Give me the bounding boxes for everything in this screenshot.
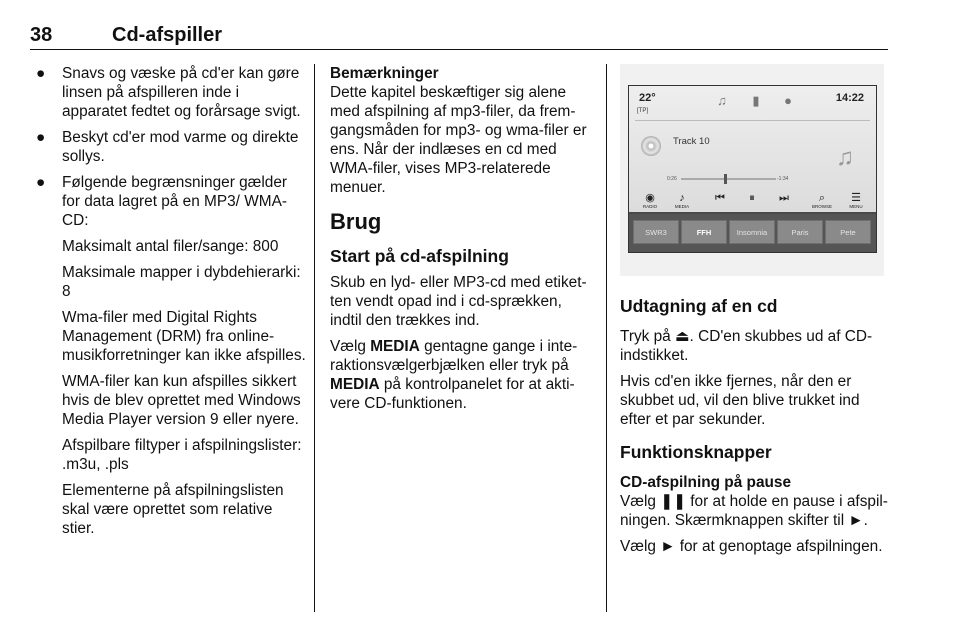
button-label: MEDIA	[674, 204, 690, 209]
menu-button	[843, 192, 869, 210]
screen-divider	[635, 120, 870, 121]
next-button	[771, 192, 797, 204]
eject-note-paragraph: Hvis cd'en ikke fjernes, når den er skubbet ud, vil den blive trukket ind efter et par sekunder.	[620, 373, 860, 428]
bullet-icon: ●	[36, 174, 46, 191]
limitation-item: WMA-filer kan kun afspilles sikkert hvis de blev oprettet med Windows Media Player version 9 eller nyere.	[62, 373, 301, 428]
interaction-selector-bar	[629, 190, 876, 212]
header-rule	[30, 49, 888, 50]
track-title: Track 10	[673, 136, 710, 147]
preset-button: SWR3	[633, 220, 679, 244]
progress-bar	[681, 178, 776, 180]
media-button	[669, 192, 695, 210]
album-art-icon: ♫	[836, 144, 854, 171]
temperature-readout: 22°	[639, 92, 656, 104]
limitation-item: Maksimale mapper i dybdehierarki: 8	[62, 264, 301, 300]
previous-button	[707, 192, 733, 204]
infotainment-screen	[628, 85, 877, 253]
radio-icon: ◉	[645, 192, 655, 204]
clock: 14:22	[835, 92, 864, 104]
bullet-icon: ●	[36, 129, 46, 146]
eject-heading: Udtagning af en cd	[620, 296, 778, 316]
limitation-item: Elementerne på afspilningslisten skal være oprettet som relative stier.	[62, 482, 284, 537]
resume-paragraph: Vælg ► for at genoptage afspilningen.	[620, 538, 883, 555]
note-text: Dette kapitel beskæftiger sig alene med afspilning af mp3-filer, da fremgangsmåden for mp3- og wma-filer er ens. Når der indlæses en cd med WMA-filer, vises MP3-relaterede menuer.	[330, 84, 587, 196]
pause-button	[739, 192, 765, 204]
page-number: 38	[30, 24, 53, 46]
elapsed-time: 0:26	[667, 176, 677, 182]
text-run: Vælg	[330, 338, 371, 355]
bullet-item	[34, 64, 306, 121]
text-run: på kontrolpanelet for at aktivere CD-funktionen.	[330, 376, 575, 412]
bullet-text: Følgende begrænsninger gælder for data lagret på en MP3/ WMA-CD:	[62, 174, 288, 229]
page-title: Cd-afspiller	[112, 24, 223, 46]
text-run: gentagne gange i interaktionsvælgerbjælken eller tryk på	[330, 338, 578, 374]
pause-heading: CD-afspilning på pause	[620, 474, 792, 491]
section-heading: Brug	[330, 209, 382, 234]
column-1	[34, 64, 306, 545]
limitation-item: Afspilbare filtyper i afspilningslister: .m3u, .pls	[62, 437, 302, 473]
menu-icon: ☰	[851, 192, 861, 204]
button-label: BROWSE	[811, 204, 832, 209]
progress-knob	[724, 174, 727, 184]
music-note-icon: ♫	[717, 93, 727, 108]
screen-content-area	[629, 86, 876, 212]
note-heading: Bemærkninger	[330, 65, 439, 82]
search-icon: ⌕	[818, 192, 826, 204]
radio-button	[637, 192, 663, 210]
bullet-item	[34, 128, 306, 166]
column-divider	[314, 64, 315, 612]
tp-indicator: [TP]	[637, 108, 649, 114]
subsection-heading: Start på cd-afspilning	[330, 246, 509, 266]
remaining-time: -1:34	[777, 176, 789, 182]
insert-cd-paragraph: Skub en lyd- eller MP3-cd med etiketten vendt opad ind i cd-sprækken, indtil den trækkes ind.	[330, 274, 587, 329]
source-tabs	[709, 88, 809, 116]
button-label: MENU	[849, 204, 863, 209]
button-label: RADIO	[642, 204, 658, 209]
cd-disc-icon	[641, 136, 661, 156]
function-buttons-heading: Funktionsknapper	[620, 442, 772, 462]
eject-paragraph: Tryk på ⏏. CD'en skubbes ud af CD-indstikket.	[620, 328, 873, 364]
preset-button: FFH	[681, 220, 727, 244]
pause-icon: ⏸	[749, 192, 755, 204]
previous-icon: ⏮	[715, 192, 725, 204]
info-icon: ●	[784, 93, 792, 108]
bullet-icon: ●	[36, 65, 46, 82]
phone-icon: ▮	[752, 93, 760, 108]
next-icon: ⏭	[779, 192, 789, 204]
preset-button: Paris	[777, 220, 823, 244]
column-divider	[606, 64, 607, 612]
column-2	[330, 64, 592, 420]
browse-button	[809, 192, 835, 210]
music-icon: ♪	[679, 192, 685, 204]
pause-paragraph: Vælg ❚❚ for at holde en pause i afspilningen. Skærmknappen skifter til ►.	[620, 493, 888, 529]
favourites-bar	[629, 214, 876, 252]
infotainment-illustration	[620, 64, 884, 276]
limitation-item: Wma-filer med Digital Rights Management (DRM) fra onlinemusikforretninger kan ikke afspilles.	[62, 309, 306, 364]
limitation-item: Maksimalt antal filer/sange: 800	[62, 238, 279, 255]
select-media-paragraph	[330, 337, 592, 413]
preset-button: Pete	[825, 220, 871, 244]
preset-button: Insomnia	[729, 220, 775, 244]
media-keyword: MEDIA	[330, 376, 380, 393]
bullet-text: Snavs og væske på cd'er kan gøre linsen på afspilleren inde i apparatet fedtet og forårsage svigt.	[62, 65, 301, 120]
column-3	[620, 295, 888, 563]
bullet-item	[34, 173, 306, 230]
media-keyword: MEDIA	[370, 338, 420, 355]
bullet-text: Beskyt cd'er mod varme og direkte sollys.	[62, 129, 299, 165]
